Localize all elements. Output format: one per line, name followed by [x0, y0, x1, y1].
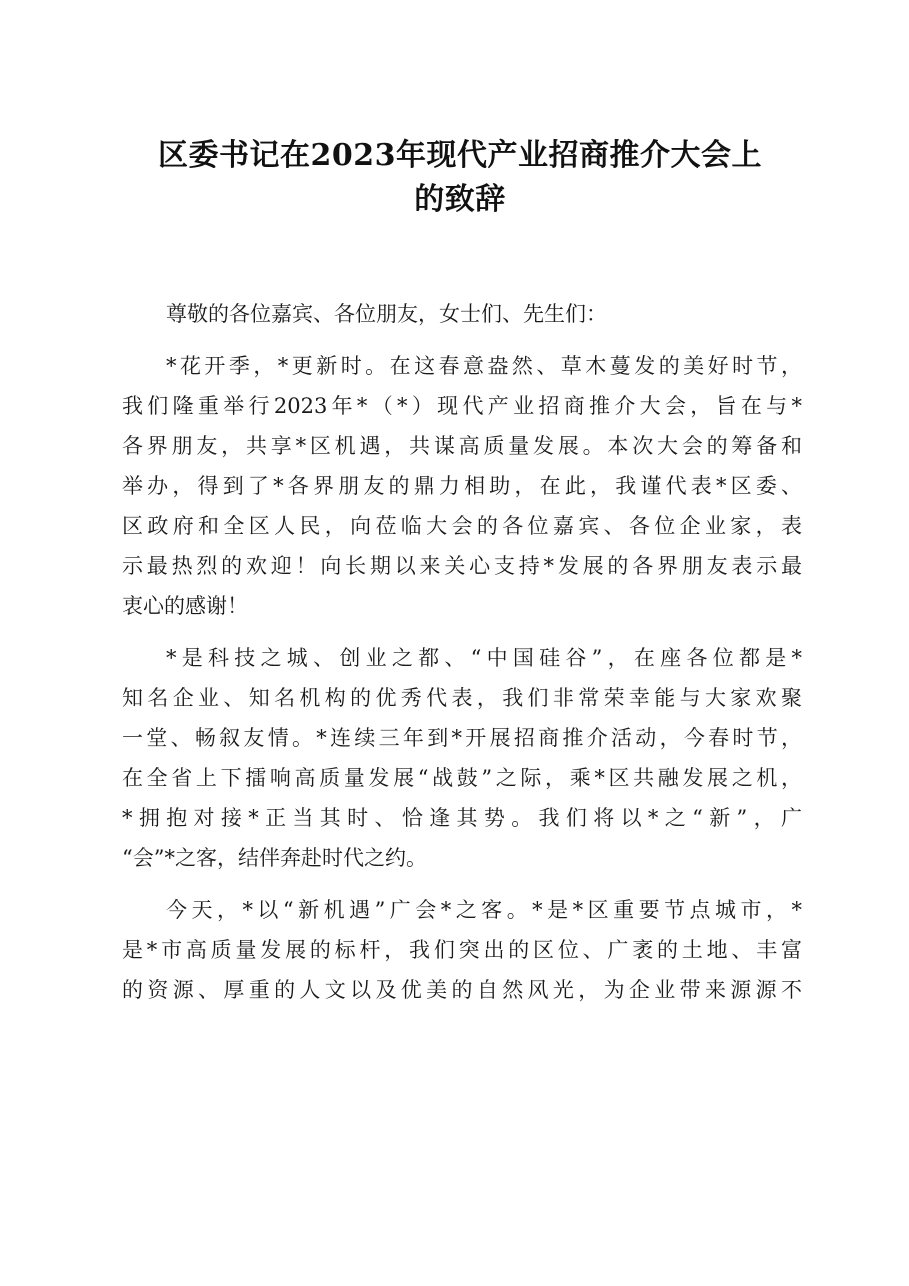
text-line: *花开季，*更新时。在这春意盎然、草木蔓发的美好时节， [166, 354, 802, 378]
text-line: 我们隆重举行2023年*（*）现代产业招商推介大会，旨在与* [122, 394, 802, 418]
paragraph-opening [122, 346, 802, 626]
document-title [120, 134, 800, 222]
text-line: 是*市高质量发展的标杆，我们突出的区位、广袤的土地、丰富 [122, 938, 802, 962]
text-line: 今天，*以“新机遇”广会*之客。*是*区重要节点城市，* [166, 898, 802, 922]
paragraph-opportunity [122, 890, 802, 1010]
text-line: 知名企业、知名机构的优秀代表，我们非常荣幸能与大家欢聚 [122, 686, 802, 710]
title-line-2: 的致辞 [414, 182, 506, 217]
text-line: *是科技之城、创业之都、“中国硅谷”，在座各位都是* [166, 646, 802, 670]
paragraph-introduction [122, 638, 802, 878]
text-line: 衷心的感谢！ [122, 594, 248, 618]
text-line: 区政府和全区人民，向莅临大会的各位嘉宾、各位企业家，表 [122, 514, 802, 538]
document-body [122, 294, 802, 1022]
text-line: 在全省上下擂响高质量发展“战鼓”之际，乘*区共融发展之机， [122, 766, 802, 790]
text-line: 尊敬的各位嘉宾、各位朋友，女士们、先生们： [166, 302, 607, 326]
text-line: “会”*之客，结伴奔赴时代之约。 [122, 846, 427, 870]
title-line-1: 区委书记在2023年现代产业招商推介大会上 [158, 138, 762, 173]
text-line: 示最热烈的欢迎！向长期以来关心支持*发展的各界朋友表示最 [122, 554, 802, 578]
paragraph-salutation [122, 294, 802, 334]
text-line: *拥抱对接*正当其时、恰逢其势。我们将以*之“新”，广 [122, 806, 802, 830]
text-line: 各界朋友，共享*区机遇，共谋高质量发展。本次大会的筹备和 [122, 434, 802, 458]
text-line: 举办，得到了*各界朋友的鼎力相助，在此，我谨代表*区委、 [122, 474, 802, 498]
text-line: 一堂、畅叙友情。*连续三年到*开展招商推介活动，今春时节， [122, 726, 802, 750]
text-line: 的资源、厚重的人文以及优美的自然风光，为企业带来源源不 [122, 978, 802, 1002]
